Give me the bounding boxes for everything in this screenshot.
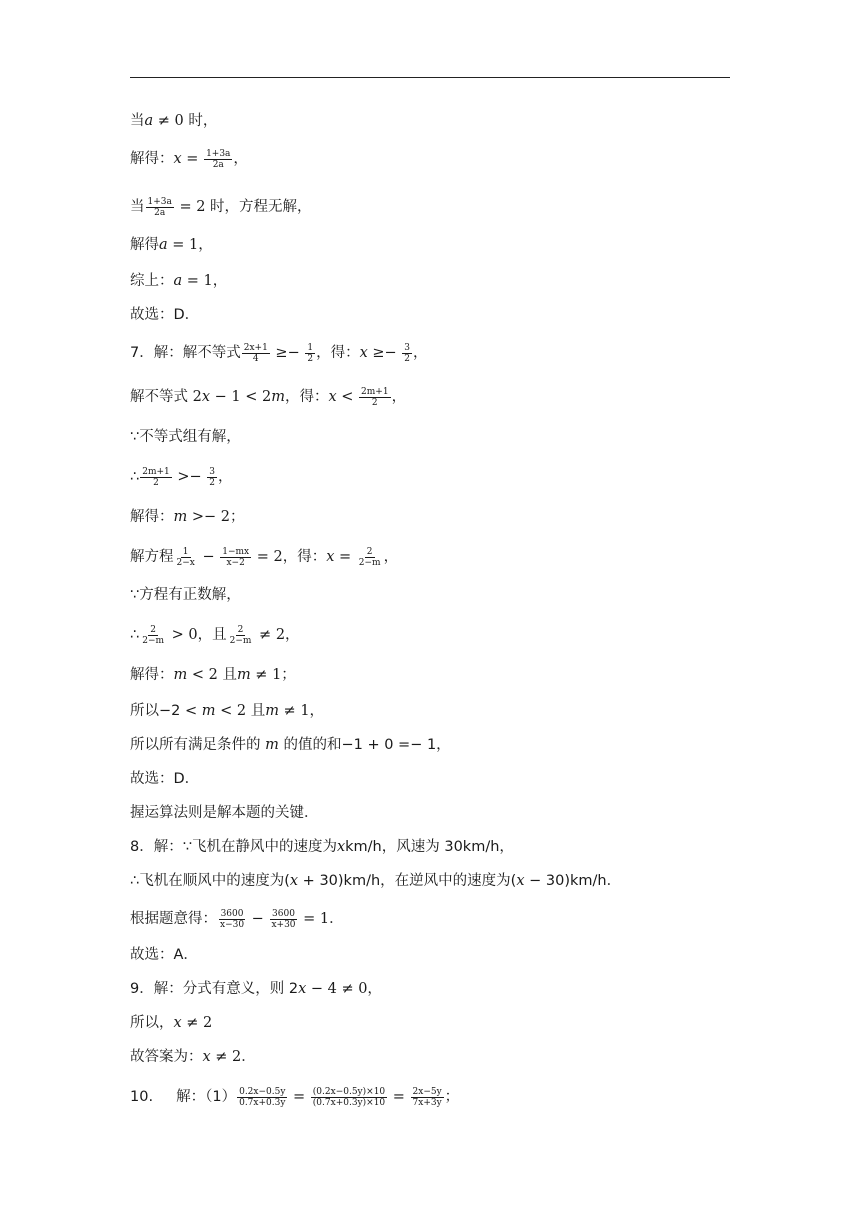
text-line: 7．解：解不等式 $\frac{2x+1}{4}$ ≥− $\frac{1}{2}$ ，得：x ≥− $\frac{3}{2}$ ， (130, 342, 428, 364)
fraction: $\frac{2}{2-m}$ (229, 624, 252, 646)
fraction: $\frac{3}{2}$ (404, 342, 411, 364)
text-line: 故选：D． (130, 771, 200, 787)
text-line: 根据题意得： $\frac{3600}{x-30}$ − $\frac{3600}{x+30}$ = 1． (130, 908, 344, 930)
text-line: 解方程 $\frac{1}{2-x}$ − $\frac{1-mx}{x-2}$ = 2，得：x = $\frac{2}{2-m}$ ， (130, 546, 399, 568)
text-line: ∵方程有正数解， (130, 587, 241, 603)
fraction: $\frac{2m+1}{2}$ (361, 386, 389, 408)
fraction: $\frac{2}{2-m}$ (358, 546, 381, 568)
text-line: 所以，x ≠ 2 (130, 1015, 213, 1031)
text-line: 故答案为：x ≠ 2． (130, 1049, 256, 1065)
text-line: 故选：D． (130, 307, 200, 323)
text-line: 解得：m < 2 且m ≠ 1； (130, 667, 296, 683)
text-line: ∴飞机在顺风中的速度为(x + 30)km/h，在逆风中的速度为(x − 30)km/h． (130, 873, 622, 889)
text-line: 综上：a = 1， (130, 273, 228, 289)
text-line: 当 $\frac{1+3a}{2a}$ = 2 时，方程无解， (130, 196, 312, 218)
fraction: $\frac{1}{2}$ (307, 342, 314, 364)
text-line: ∴ $\frac{2}{2-m}$ > 0，且 $\frac{2}{2-m}$ ≠ 2， (130, 624, 300, 646)
header-rule (130, 77, 730, 78)
fraction: $\frac{3600}{x+30}$ (271, 908, 296, 930)
fraction: $\frac{1+3a}{2a}$ (147, 196, 172, 218)
fraction: $\frac{1}{2-x}$ (176, 546, 195, 568)
text-line: 所以所有满足条件的 m 的值的和−1 + 0 =− 1， (130, 737, 451, 753)
fraction: $\frac{1+3a}{2a}$ (206, 148, 231, 170)
fraction: $\frac{0.2x-0.5y}{0.7x+0.3y}$ (239, 1086, 286, 1108)
fraction: $\frac{(0.2x-0.5y)\times 10}{(0.7x+0.3y)\times 10}$ (312, 1086, 386, 1108)
fraction: $\frac{1-mx}{x-2}$ (222, 546, 250, 568)
text-line: 故选：A． (130, 947, 198, 963)
text-line: ∵不等式组有解， (130, 429, 241, 445)
text-line: 当a ≠ 0 时， (130, 113, 218, 129)
fraction: $\frac{2m+1}{2}$ (142, 466, 170, 488)
text-line: 握运算法则是解本题的关键． (130, 805, 319, 821)
text-line: 9．解：分式有意义，则 2x − 4 ≠ 0， (130, 981, 382, 997)
text-line: 8．解：∵飞机在静风中的速度为xkm/h，风速为 30km/h， (130, 839, 514, 855)
text-line: 所以−2 < m < 2 且m ≠ 1， (130, 703, 325, 719)
fraction: $\frac{2x+1}{4}$ (243, 342, 268, 364)
fraction: $\frac{3600}{x-30}$ (220, 908, 245, 930)
text-line: 解得：m >− 2； (130, 509, 245, 525)
text-line: ∴ $\frac{2m+1}{2}$ >− $\frac{3}{2}$ ， (130, 466, 233, 488)
fraction: $\frac{2x-5y}{7x+3y}$ (412, 1086, 442, 1108)
text-line: 解得a = 1， (130, 237, 213, 253)
text-line: 10. 解：（1） $\frac{0.2x-0.5y}{0.7x+0.3y}$ = $\frac{(0.2x-0.5y)\times 10}{(0.7x+0.3y)\times 10}$ = $\frac{2x-5y}{7x+3y}$ ； (130, 1086, 460, 1108)
fraction: $\frac{2}{2-m}$ (142, 624, 165, 646)
text-line: 解得：x = $\frac{1+3a}{2a}$ ， (130, 148, 248, 170)
text-line: 解不等式 2x − 1 < 2m，得：x < $\frac{2m+1}{2}$ ， (130, 386, 407, 408)
fraction: $\frac{3}{2}$ (209, 466, 216, 488)
